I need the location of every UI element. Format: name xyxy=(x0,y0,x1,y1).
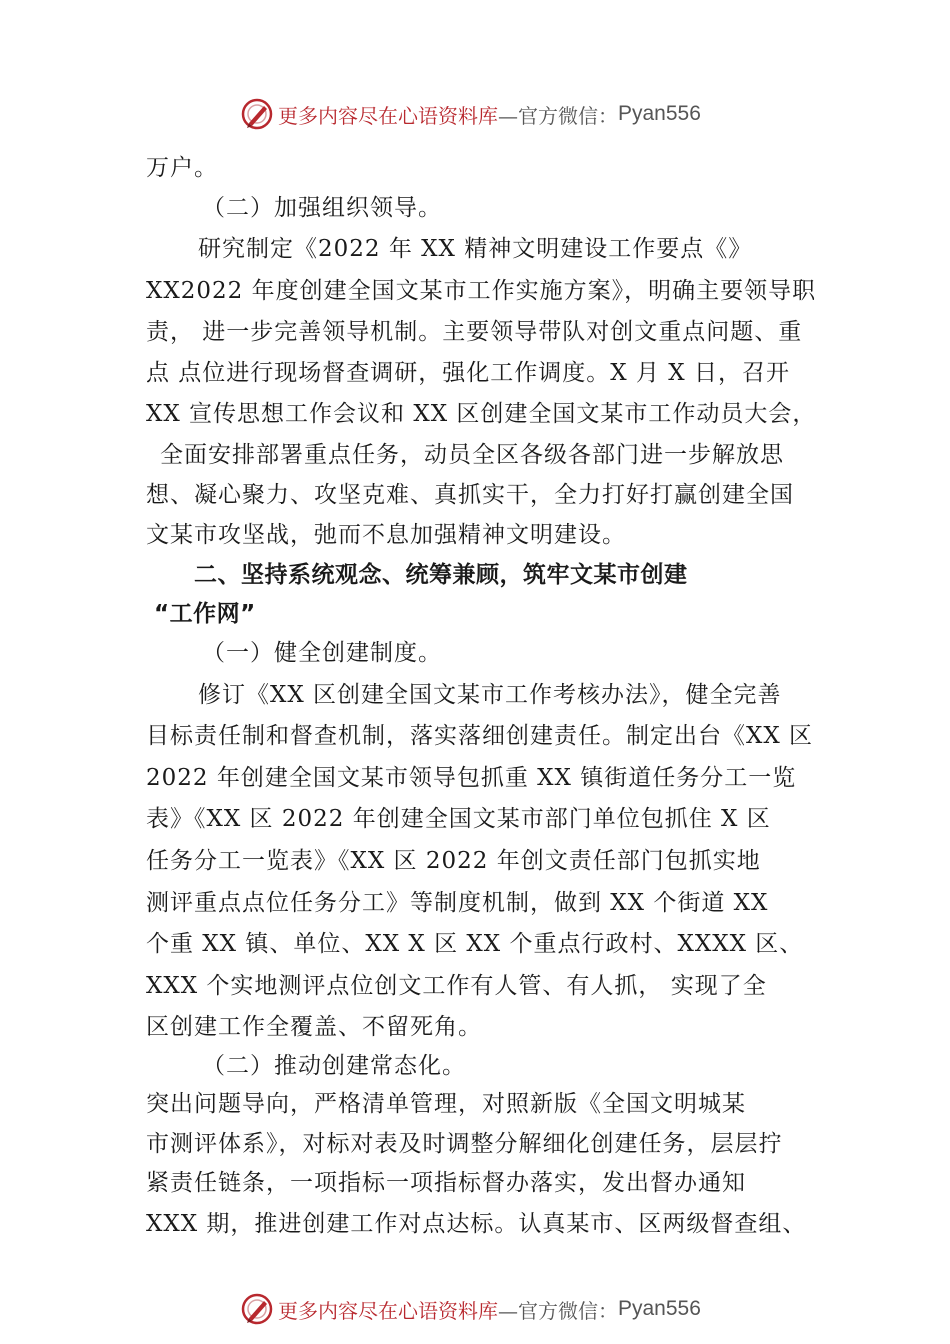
text-line: 点 点位进行现场督查调研，强化工作调度。X 月 X 日，召开 xyxy=(146,360,790,386)
text-line: 修订《XX 区创建全国文某市工作考核办法》，健全完善 xyxy=(198,682,782,708)
watermark-site-text: 更多内容尽在心语资料库 xyxy=(278,1298,498,1323)
text-line: 万户。 xyxy=(146,155,218,181)
watermark-wechat-id: Pyan556 xyxy=(618,102,701,125)
text-line: （二）推动创建常态化。 xyxy=(202,1053,466,1079)
text-line: XXX 个实地测评点位创文工作有人管、有人抓， 实现了全 xyxy=(146,973,767,999)
section-heading-line: “工作网” xyxy=(154,601,256,627)
text-line: 个重 XX 镇、单位、XX X 区 XX 个重点行政村、XXXX 区、 xyxy=(146,931,804,957)
text-line: 市测评体系》，对标对表及时调整分解细化创建任务，层层拧 xyxy=(146,1131,783,1157)
text-line: 目标责任制和督查机制，落实落细创建责任。制定出台《XX 区 xyxy=(146,723,814,749)
section-heading-line: 二、坚持系统观念、统筹兼顾，筑牢文某市创建 xyxy=(194,562,688,588)
text-line: XX2022 年度创建全国文某市工作实施方案》，明确主要领导职 xyxy=(146,278,817,304)
text-line: 区创建工作全覆盖、不留死角。 xyxy=(146,1014,482,1040)
text-line: 突出问题导向，严格清单管理，对照新版《全国文明城某 xyxy=(146,1091,746,1117)
header-watermark xyxy=(240,96,701,132)
footer-watermark xyxy=(240,1291,701,1327)
text-line: 表》《XX 区 2022 年创建全国文某市部门单位包抓住 X 区 xyxy=(146,806,771,832)
text-line: XX 宣传思想工作会议和 XX 区创建全国文某市工作动员大会， xyxy=(146,401,817,427)
text-line: 测评重点点位任务分工》等制度机制，做到 XX 个街道 XX xyxy=(146,890,769,916)
text-line: 2022 年创建全国文某市领导包抓重 XX 镇街道任务分工一览 xyxy=(146,765,797,791)
watermark-wechat-label: —官方微信： xyxy=(498,103,618,128)
text-line: 紧责任链条，一项指标一项指标督办落实，发出督办通知 xyxy=(146,1170,746,1196)
pen-logo-icon xyxy=(240,1292,274,1326)
watermark-site-text: 更多内容尽在心语资料库 xyxy=(278,103,498,128)
text-line: 任务分工一览表》《XX 区 2022 年创文责任部门包抓实地 xyxy=(146,848,761,874)
text-line: （二）加强组织领导。 xyxy=(202,195,442,221)
text-line: 想、凝心聚力、攻坚克难、真抓实干，全力打好打赢创建全国 xyxy=(146,482,794,508)
text-line: （一）健全创建制度。 xyxy=(202,640,442,666)
text-line: XXX 期，推进创建工作对点达标。认真某市、区两级督查组、 xyxy=(146,1211,807,1237)
pen-logo-icon xyxy=(240,97,274,131)
watermark-wechat-label: —官方微信： xyxy=(498,1298,618,1323)
text-line: 文某市攻坚战，弛而不息加强精神文明建设。 xyxy=(146,522,626,548)
text-line: 全面安排部署重点任务，动员全区各级各部门进一步解放思 xyxy=(160,442,784,468)
watermark-wechat-id: Pyan556 xyxy=(618,1297,701,1320)
text-line: 责， 进一步完善领导机制。主要领导带队对创文重点问题、重 xyxy=(146,319,803,345)
text-line: 研究制定《2022 年 XX 精神文明建设工作要点《》 xyxy=(198,236,753,262)
